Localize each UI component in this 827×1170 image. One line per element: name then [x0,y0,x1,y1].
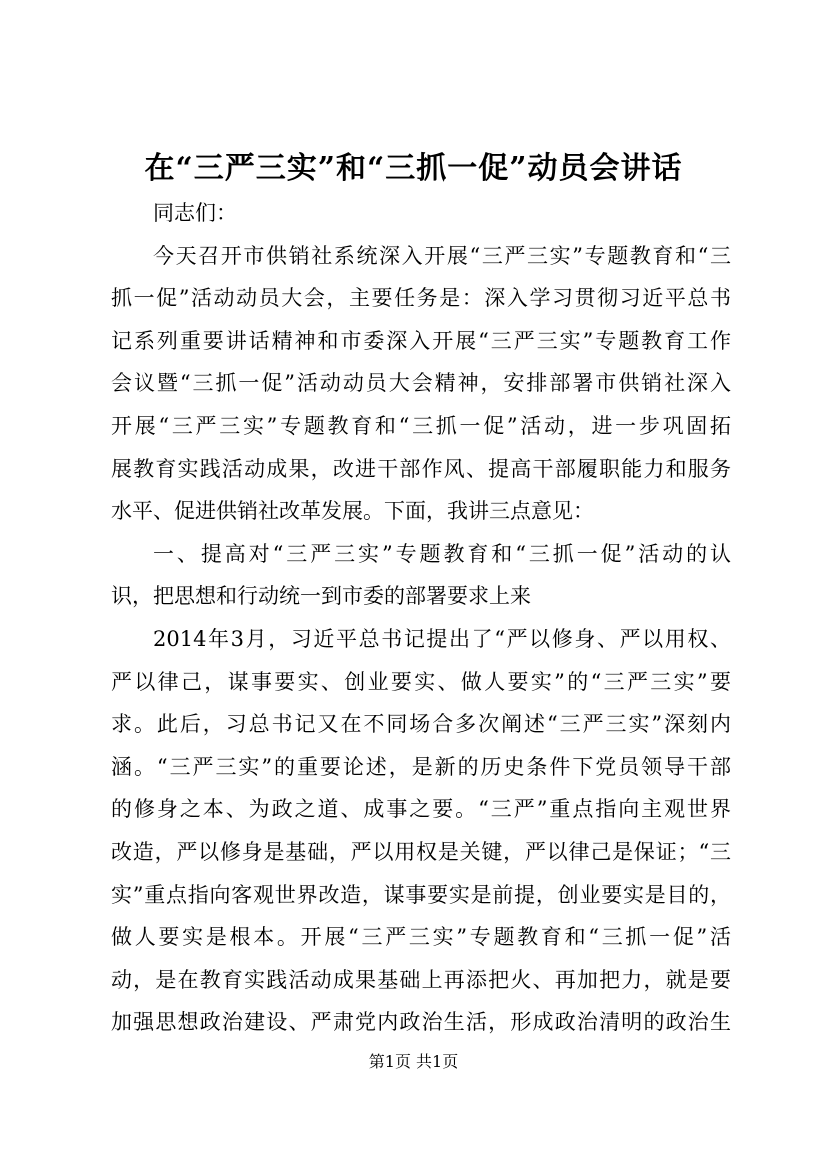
paragraph-line: 严以律己，谋事要实、创业要实、做人要实”的“三严三实”要 [111,669,731,694]
section-heading-1 [111,533,731,618]
paragraph-line: 开展“三严三实”专题教育和“三抓一促”活动，进一步巩固拓 [111,413,731,438]
document-body [111,192,731,1044]
heading-line: 一、提高对“三严三实”专题教育和“三抓一促”活动的认 [153,541,731,566]
paragraph-line: 抓一促”活动动员大会，主要任务是：深入学习贯彻习近平总书 [111,286,731,311]
paragraph-line: 2014年3月，习近平总书记提出了“严以修身、严以用权、 [153,626,731,651]
paragraph-line: 会议暨“三抓一促”活动动员大会精神，安排部署市供销社深入 [111,371,731,396]
paragraph-line: 求。此后，习总书记又在不同场合多次阐述“三严三实”深刻内 [111,712,731,737]
paragraph-line: 水平、促进供销社改革发展。下面，我讲三点意见： [111,499,594,524]
page-footer: 第1页 共1页 [368,1052,459,1071]
paragraph-line: 今天召开市供销社系统深入开展“三严三实”专题教育和“三 [153,243,731,268]
paragraph-line: 展教育实践活动成果，改进干部作风、提高干部履职能力和服务 [111,456,731,481]
paragraph-line: 涵。“三严三实”的重要论述，是新的历史条件下党员领导干部 [111,754,731,779]
paragraph-line: 实”重点指向客观世界改造，谋事要实是前提，创业要实是目的， [111,882,731,907]
paragraph-section-1 [111,618,731,1044]
paragraph-intro [111,235,731,533]
document-title: 在“三严三实”和“三抓一促”动员会讲话 [144,151,683,186]
greeting-line: 同志们： [153,201,237,225]
paragraph-line: 动，是在教育实践活动成果基础上再添把火、再加把力，就是要 [111,967,731,992]
paragraph-line: 做人要实是根本。开展“三严三实”专题教育和“三抓一促”活 [111,925,731,950]
paragraph-line: 加强思想政治建设、严肃党内政治生活，形成政治清明的政治生 [111,1010,731,1035]
heading-line: 识，把思想和行动统一到市委的部署要求上来 [111,584,531,609]
paragraph-line: 的修身之本、为政之道、成事之要。“三严”重点指向主观世界 [111,797,731,822]
paragraph-line: 改造，严以修身是基础，严以用权是关键，严以律己是保证；“三 [111,839,731,864]
paragraph-line: 记系列重要讲话精神和市委深入开展“三严三实”专题教育工作 [111,328,731,353]
